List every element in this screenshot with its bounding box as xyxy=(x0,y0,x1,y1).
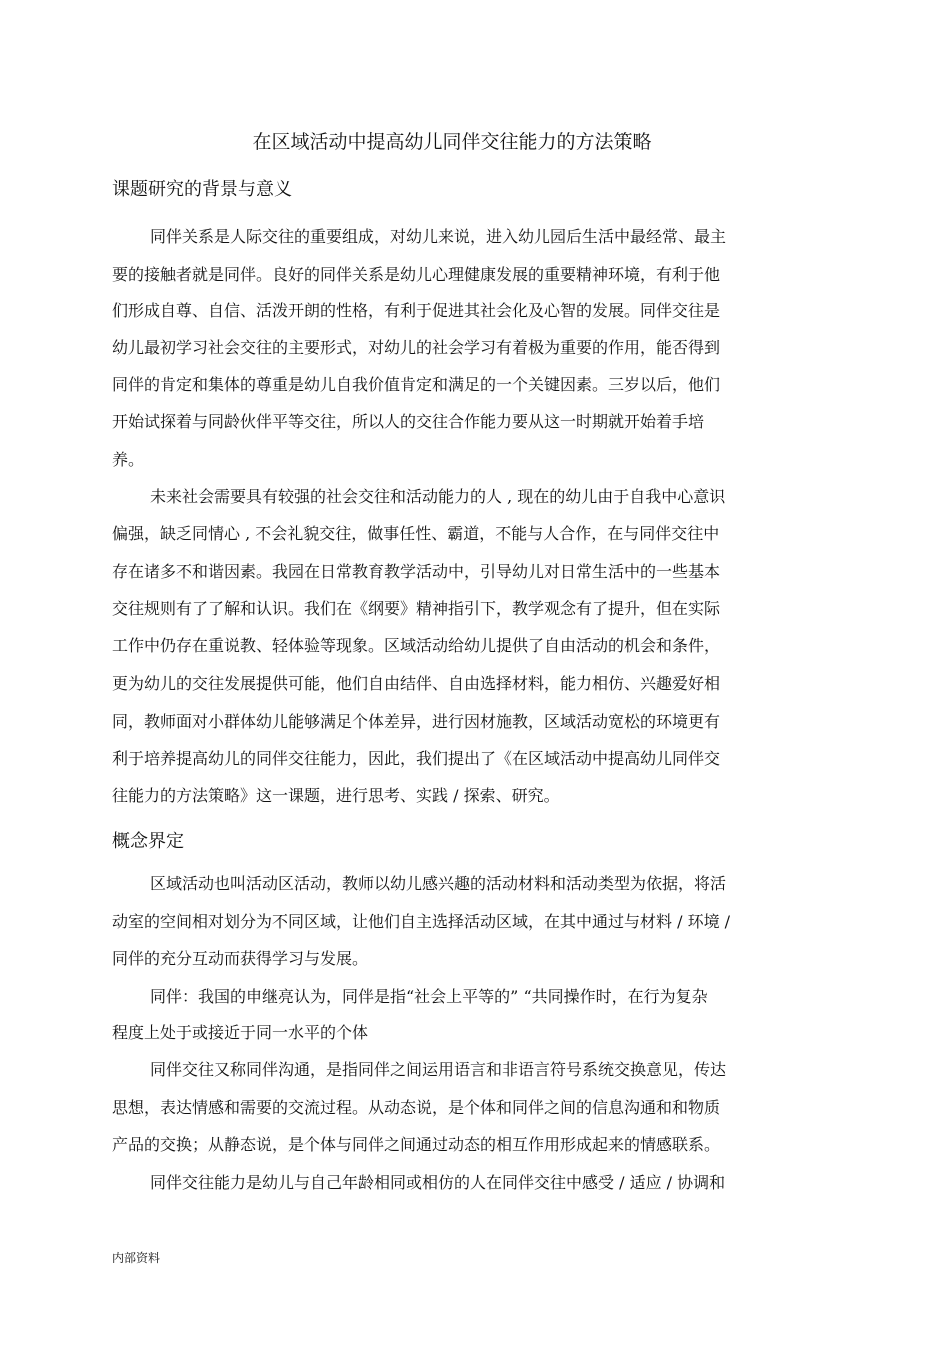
paragraph-line: 存在诸多不和谐因素。我园在日常教育教学活动中，引导幼儿对日常生活中的一些基本 xyxy=(112,562,721,581)
paragraph-line: 同，教师面对小群体幼儿能够满足个体差异，进行因材施教，区域活动宽松的环境更有 xyxy=(112,712,721,731)
paragraph-line: 区域活动也叫活动区活动，教师以幼儿感兴趣的活动材料和活动类型为依据，将活 xyxy=(150,874,727,893)
paragraph-line: 同伴的充分互动而获得学习与发展。 xyxy=(112,949,369,968)
paragraph-line: 养。 xyxy=(112,450,145,469)
paragraph-line: 动室的空间相对划分为不同区域，让他们自主选择活动区域，在其中通过与材料 / 环境 / xyxy=(112,912,731,931)
paragraph-line: 同伴关系是人际交往的重要组成，对幼儿来说，进入幼儿园后生活中最经常、最主 xyxy=(150,227,727,246)
section-heading-concepts: 概念界定 xyxy=(112,831,184,852)
paragraph-line: 同伴：我国的申继亮认为，同伴是指“社会上平等的” “共同操作时，在行为复杂 xyxy=(150,987,708,1006)
paragraph-line: 思想，表达情感和需要的交流过程。从动态说，是个体和同伴之间的信息沟通和和物质 xyxy=(112,1098,721,1117)
paragraph-line: 幼儿最初学习社会交往的主要形式，对幼儿的社会学习有着极为重要的作用，能否得到 xyxy=(112,338,721,357)
paragraph-line: 同伴交往能力是幼儿与自己年龄相同或相仿的人在同伴交往中感受 / 适应 / 协调和 xyxy=(150,1173,726,1192)
document-title: 在区域活动中提高幼儿同伴交往能力的方法策略 xyxy=(252,131,652,153)
paragraph-line: 们形成自尊、自信、活泼开朗的性格，有利于促进其社会化及心智的发展。同伴交往是 xyxy=(112,301,721,320)
paragraph-line: 产品的交换；从静态说，是个体与同伴之间通过动态的相互作用形成起来的情感联系。 xyxy=(112,1135,721,1154)
paragraph-line: 同伴的肯定和集体的尊重是幼儿自我价值肯定和满足的一个关键因素。三岁以后，他们 xyxy=(112,375,721,394)
paragraph-line: 利于培养提高幼儿的同伴交往能力，因此，我们提出了《在区域活动中提高幼儿同伴交 xyxy=(112,749,721,768)
paragraph-line: 往能力的方法策略》这一课题，进行思考、实践 / 探索、研究。 xyxy=(112,786,560,805)
paragraph-line: 未来社会需要具有较强的社会交往和活动能力的人 , 现在的幼儿由于自我中心意识 xyxy=(150,487,726,506)
paragraph-line: 工作中仍存在重说教、轻体验等现象。区域活动给幼儿提供了自由活动的机会和条件， xyxy=(112,636,721,655)
section-heading-background: 课题研究的背景与意义 xyxy=(112,179,292,200)
paragraph-line: 交往规则有了了解和认识。我们在《纲要》精神指引下，教学观念有了提升，但在实际 xyxy=(112,599,721,618)
footer-label: 内部资料 xyxy=(112,1251,161,1265)
paragraph-line: 开始试探着与同龄伙伴平等交往，所以人的交往合作能力要从这一时期就开始着手培 xyxy=(112,412,705,431)
paragraph-line: 要的接触者就是同伴。良好的同伴关系是幼儿心理健康发展的重要精神环境，有利于他 xyxy=(112,265,721,284)
paragraph-line: 更为幼儿的交往发展提供可能，他们自由结伴、自由选择材料，能力相仿、兴趣爱好相 xyxy=(112,674,721,693)
paragraph-line: 程度上处于或接近于同一水平的个体 xyxy=(112,1023,369,1042)
paragraph-line: 同伴交往又称同伴沟通，是指同伴之间运用语言和非语言符号系统交换意见，传达 xyxy=(150,1060,727,1079)
paragraph-line: 偏强，缺乏同情心 , 不会礼貌交往，做事任性、霸道，不能与人合作，在与同伴交往中 xyxy=(112,524,720,543)
